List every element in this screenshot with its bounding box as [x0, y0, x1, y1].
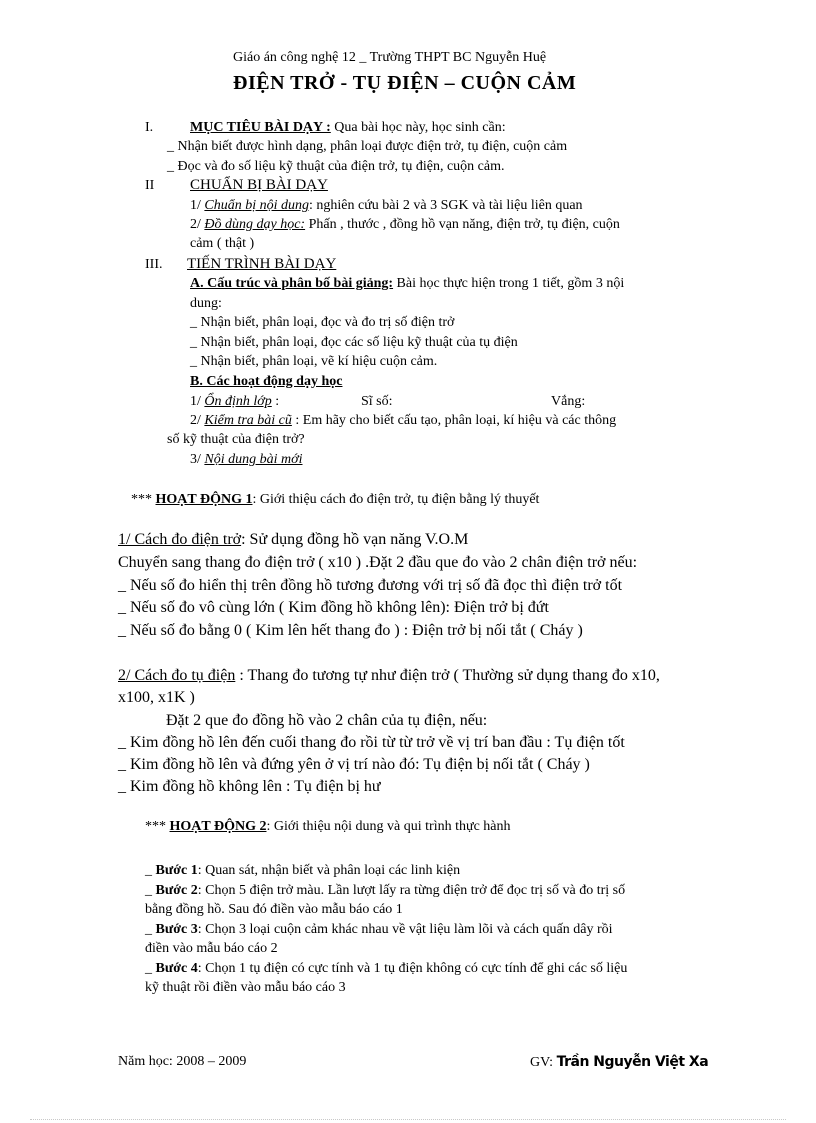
list-item [190, 394, 279, 410]
absent-label: Vắng: [551, 394, 586, 409]
paragraph-line: Đặt 2 que đo đồng hồ vào 2 chân của tụ điện, nếu: [166, 712, 488, 729]
page-bottom-rule [30, 1119, 786, 1120]
item-text: Phấn , thước , đồng hồ vạn năng, điện trở, tụ điện, cuộn [305, 217, 620, 232]
step-text: : Chọn 3 loại cuộn cảm khác nhau về vật liệu làm lõi và cách quấn dây rồi [197, 922, 613, 937]
step-item [145, 922, 613, 938]
item-colon: : [271, 394, 280, 409]
list-item: _ Đọc và đo số liệu kỹ thuật của điện trở, tụ điện, cuộn cảm. [167, 159, 505, 174]
list-item [190, 198, 583, 214]
paragraph-line: _ Kim đồng hồ lên đến cuối thang đo rồi từ từ trở về vị trí ban đầu : Tụ điện tốt [118, 734, 625, 751]
activity-text: : Giới thiệu cách đo điện trở, tụ điện bằng lý thuyết [252, 492, 540, 507]
paragraph-line: _ Kim đồng hồ không lên : Tụ điện bị hư [118, 778, 381, 795]
teacher-name: Trần Nguyễn Việt Xa [556, 1054, 709, 1070]
attendance-label: Sĩ số: [361, 394, 393, 409]
item-number: 1/ [190, 394, 205, 409]
step-continuation: điền vào mẫu báo cáo 2 [145, 941, 278, 956]
step-prefix: _ [145, 961, 156, 976]
section-number: III. [145, 257, 163, 272]
item-label: Chuẩn bị nội dung [204, 198, 310, 213]
item-number: 1/ [190, 198, 205, 213]
measure-heading-label: 2/ Cách đo tụ điện [118, 667, 236, 684]
subsection-text: Bài học thực hiện trong 1 tiết, gồm 3 nội [393, 276, 625, 291]
step-prefix: _ [145, 922, 156, 937]
page-title: ĐIỆN TRỞ - TỤ ĐIỆN – CUỘN CẢM [233, 72, 577, 94]
list-item [190, 413, 616, 429]
activity-heading [145, 819, 511, 835]
document-subtitle: Giáo án công nghệ 12 _ Trường THPT BC Nguyễn Huệ [233, 50, 547, 65]
step-continuation: bằng đồng hồ. Sau đó điền vào mẫu báo cáo 1 [145, 902, 403, 917]
item-label: Kiểm tra bài cũ [204, 413, 292, 428]
paragraph-line: _ Kim đồng hồ lên và đứng yên ở vị trí nào đó: Tụ điện bị nối tắt ( Cháy ) [118, 756, 590, 773]
step-label: Bước 2 [155, 883, 198, 898]
step-label: Bước 4 [155, 961, 198, 976]
section-heading: TIẾN TRÌNH BÀI DẠY [187, 256, 337, 272]
item-label: Ổn định lớp [204, 394, 272, 409]
item-text: : nghiên cứu bài 2 và 3 SGK và tài liệu liên quan [309, 198, 583, 213]
subsection-a [190, 276, 624, 292]
activity-text: : Giới thiệu nội dung và qui trình thực hành [266, 819, 511, 834]
measure-heading-text: : Thang đo tương tự như điện trở ( Thường sử dụng thang đo x10, [235, 667, 660, 684]
list-item-continuation: số kỹ thuật của điện trở? [167, 432, 305, 447]
item-text: : Em hãy cho biết cấu tạo, phân loại, kí hiệu và các thông [291, 413, 617, 428]
list-item-continuation: cảm ( thật ) [190, 236, 255, 251]
subsection-label: A. Cấu trúc và phân bố bài giảng: [190, 276, 394, 291]
paragraph-line: _ Nếu số đo hiển thị trên đồng hồ tương đương với trị số đã đọc thì điện trở tốt [118, 577, 623, 594]
step-label: Bước 3 [155, 922, 198, 937]
subsection-b: B. Các hoạt động dạy học [190, 374, 343, 389]
paragraph-line: _ Nếu số đo bằng 0 ( Kim lên hết thang đo ) : Điện trở bị nối tắt ( Cháy ) [118, 622, 583, 639]
activity-label: HOẠT ĐỘNG 2 [169, 819, 267, 834]
step-item [145, 961, 627, 977]
paragraph-line: Chuyển sang thang đo điện trở ( x10 ) .Đặt 2 đầu que đo vào 2 chân điện trở nếu: [118, 554, 638, 571]
measure-resistor-heading [118, 531, 468, 549]
item-label: Nội dung bài mới [204, 452, 303, 467]
step-text: : Chọn 5 điện trở màu. Lần lượt lấy ra từng điện trở để đọc trị số và đo trị số [197, 883, 626, 898]
section-heading-line [190, 120, 506, 136]
item-number: 2/ [190, 217, 205, 232]
teacher-signature [530, 1054, 708, 1071]
section-heading: CHUẨN BỊ BÀI DẠY [190, 177, 328, 193]
section-intro: Qua bài học này, học sinh cần: [330, 120, 506, 135]
item-number: 2/ [190, 413, 205, 428]
measure-capacitor-heading [118, 667, 660, 685]
activity-stars: *** [145, 819, 170, 834]
item-label: Đồ dùng dạy học: [204, 217, 306, 232]
teacher-label: GV: [530, 1055, 557, 1070]
list-item [190, 217, 620, 233]
step-label: Bước 1 [155, 863, 198, 878]
paragraph-line: _ Nếu số đo vô cùng lớn ( Kim đồng hồ không lên): Điện trở bị đứt [118, 599, 549, 616]
subsection-continuation: dung: [190, 296, 222, 311]
paragraph-line: x100, x1K ) [118, 689, 195, 706]
list-item: _ Nhận biết, phân loại, đọc các số liệu kỹ thuật của tụ điện [190, 335, 518, 350]
school-year: Năm học: 2008 – 2009 [118, 1054, 247, 1069]
list-item: _ Nhận biết, phân loại, vẽ kí hiệu cuộn cảm. [190, 354, 438, 369]
step-text: : Quan sát, nhận biết và phân loại các linh kiện [197, 863, 461, 878]
step-item [145, 863, 460, 879]
activity-stars: *** [131, 492, 156, 507]
section-number: I. [145, 120, 154, 135]
list-item: _ Nhận biết được hình dạng, phân loại được điện trở, tụ điện, cuộn cảm [167, 139, 568, 154]
measure-heading-text: : Sử dụng đồng hồ vạn năng V.O.M [241, 531, 469, 548]
step-prefix: _ [145, 863, 156, 878]
list-item [190, 452, 302, 468]
measure-heading-label: 1/ Cách đo điện trở [118, 531, 242, 548]
activity-label: HOẠT ĐỘNG 1 [155, 492, 253, 507]
step-prefix: _ [145, 883, 156, 898]
section-number: II [145, 178, 155, 193]
list-item: _ Nhận biết, phân loại, đọc và đo trị số điện trở [190, 315, 455, 330]
activity-heading [131, 492, 539, 508]
step-item [145, 883, 625, 899]
item-number: 3/ [190, 452, 205, 467]
step-continuation: kỹ thuật rồi điền vào mẫu báo cáo 3 [145, 980, 346, 995]
section-heading: MỤC TIÊU BÀI DẠY : [190, 120, 331, 135]
step-text: : Chọn 1 tụ điện có cực tính và 1 tụ điện không có cực tính để ghi các số liệu [197, 961, 628, 976]
